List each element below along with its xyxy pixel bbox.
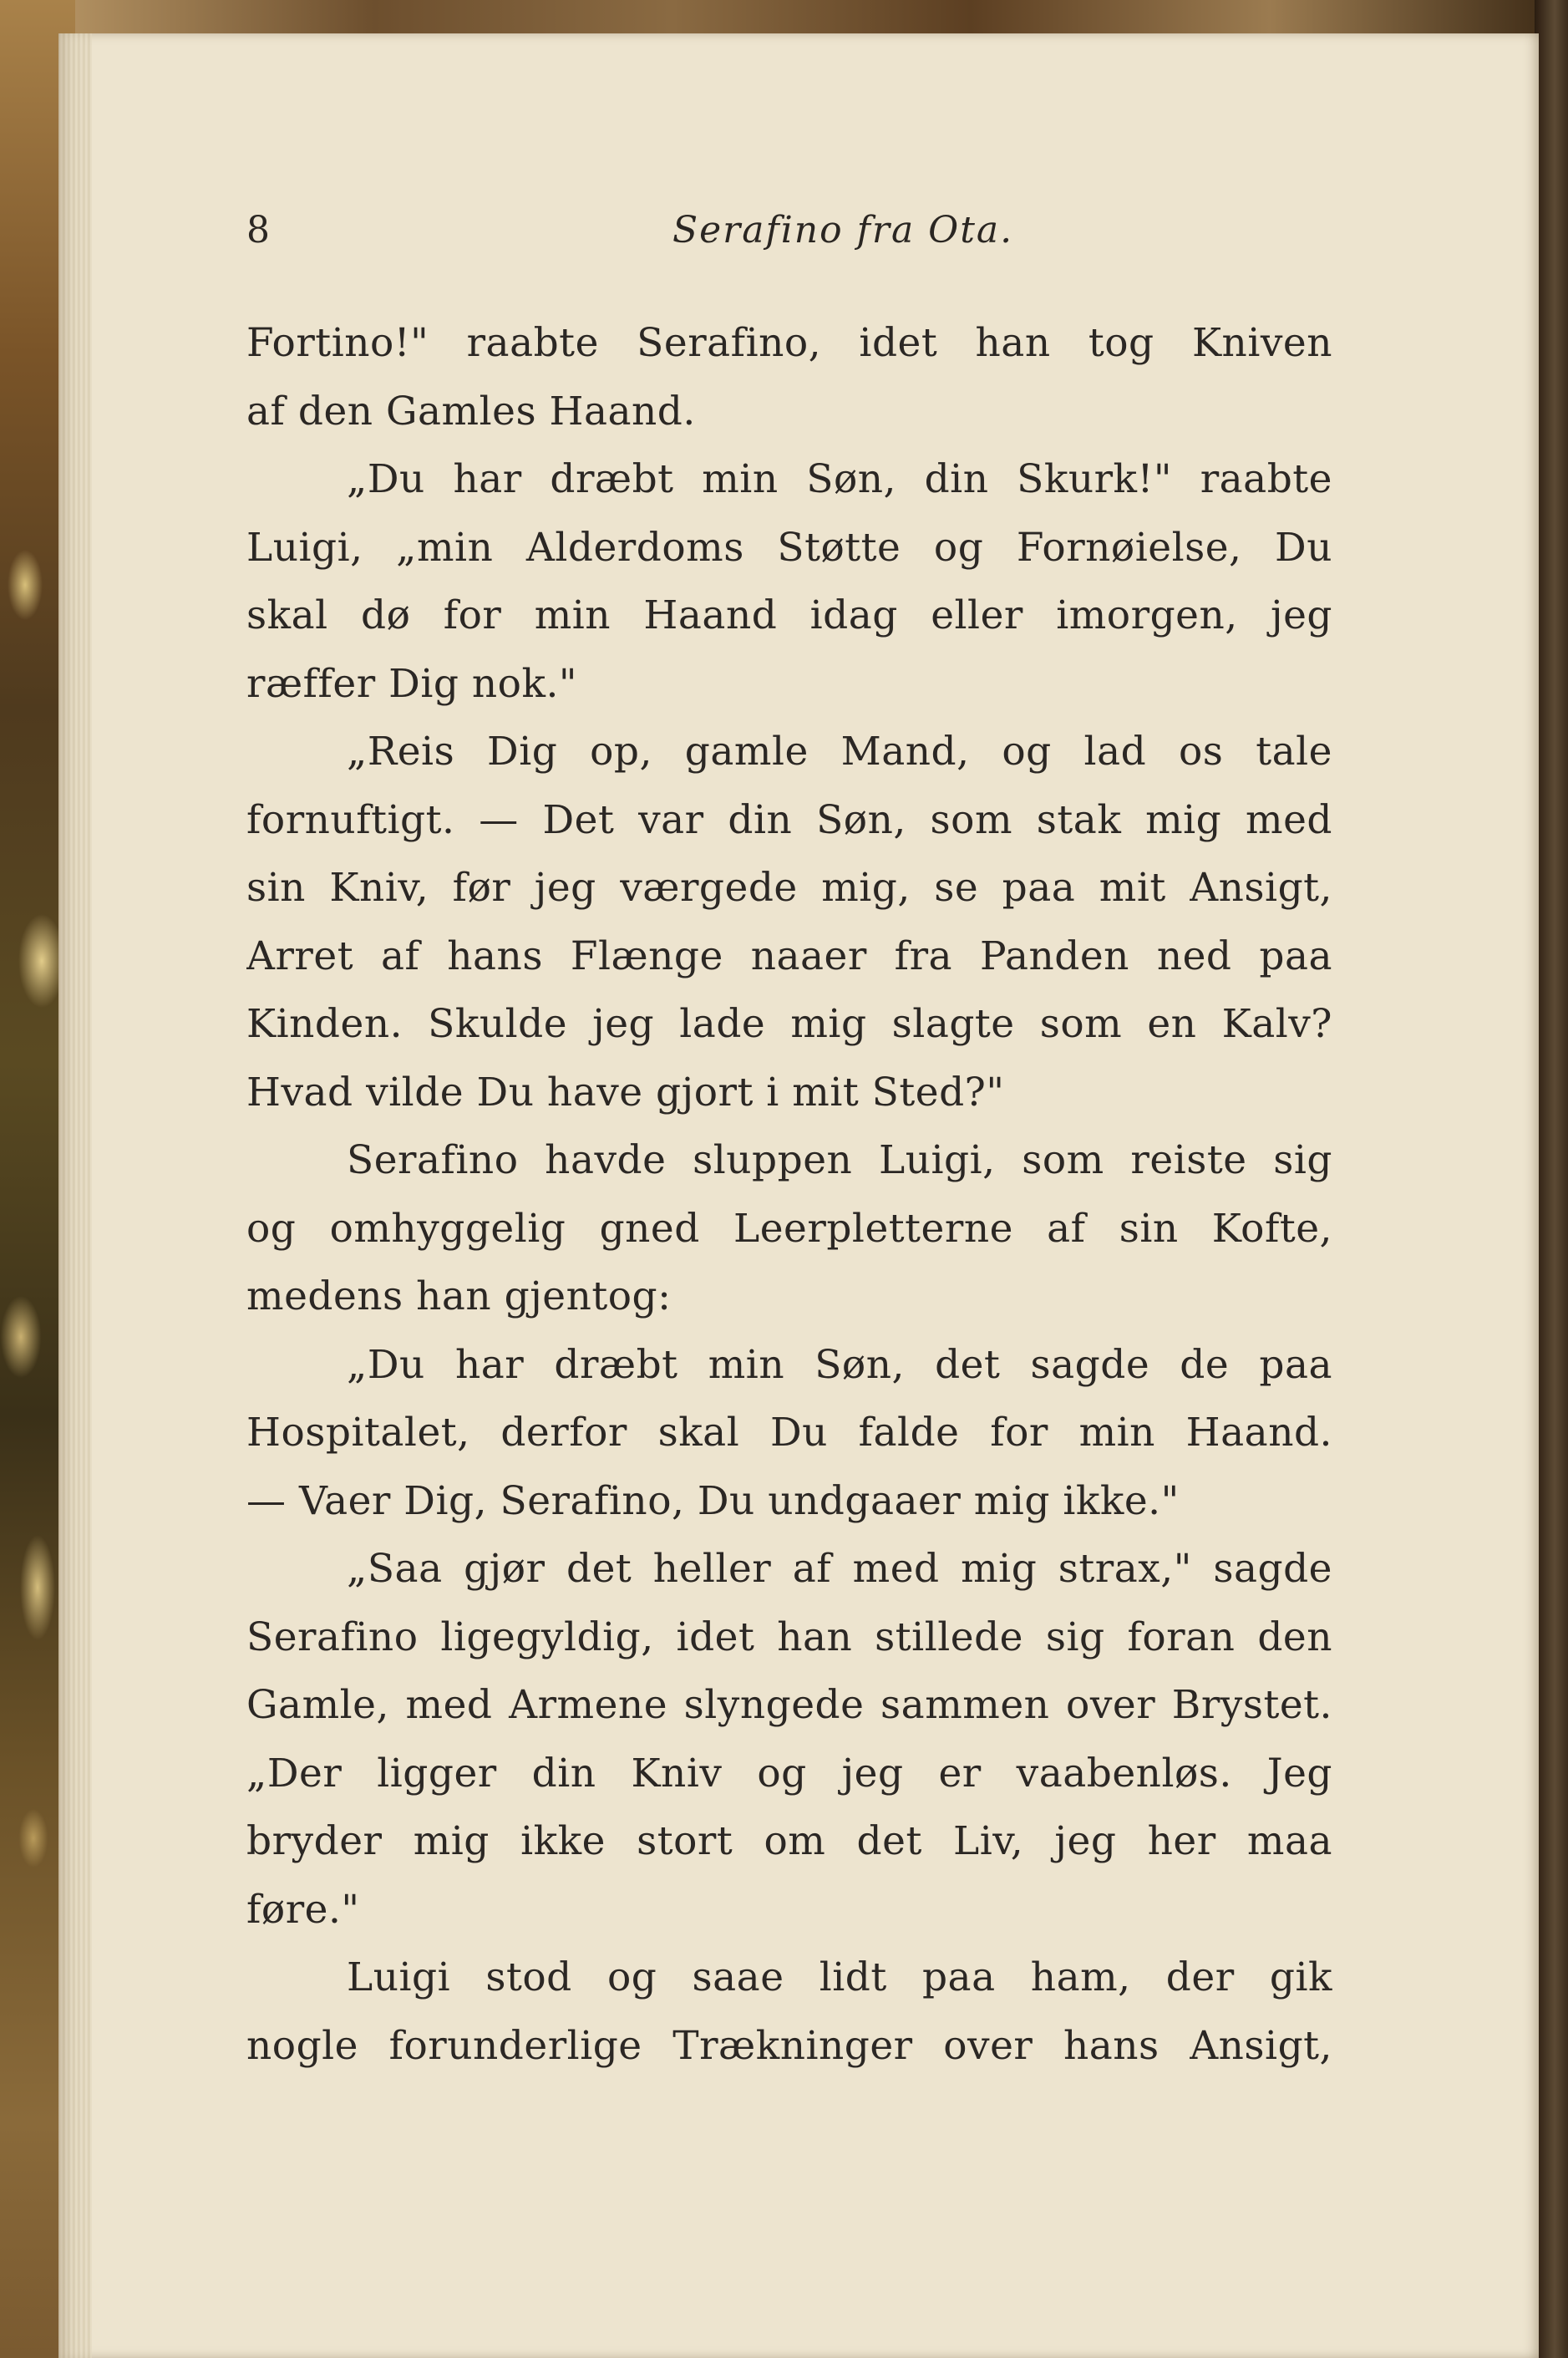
page-header <box>246 209 1332 259</box>
text-line: fornuftigt. — Det var din Søn, som stak mig med <box>246 796 1332 843</box>
text-line: „Du har dræbt min Søn, det sagde de paa <box>347 1341 1332 1388</box>
text-line: ræffer Dig nok." <box>246 660 578 707</box>
text-line: Kinden. Skulde jeg lade mig slagte som en Kalv? <box>246 1001 1332 1047</box>
body-text <box>246 309 1332 2080</box>
text-line: skal dø for min Haand idag eller imorgen, jeg <box>246 592 1332 638</box>
text-line: og omhyggelig gned Leerpletterne af sin Kofte, <box>246 1205 1332 1252</box>
text-line: Luigi stod og saae lidt paa ham, der gik <box>347 1954 1332 2000</box>
text-line: „Reis Dig op, gamle Mand, og lad os tale <box>347 729 1332 775</box>
page-gutter <box>58 33 92 2358</box>
text-line: Hvad vilde Du have gjort i mit Sted?" <box>246 1069 1005 1115</box>
text-line: bryder mig ikke stort om det Liv, jeg her maa <box>246 1818 1332 1864</box>
running-title: Serafino fra Ota. <box>672 209 1014 252</box>
page-number: 8 <box>246 209 270 252</box>
text-line: nogle forunderlige Trækninger over hans Ansigt, <box>246 2022 1332 2069</box>
text-line: „Du har dræbt min Søn, din Skurk!" raabte <box>347 456 1332 502</box>
text-line: Fortino!" raabte Serafino, idet han tog Kniven <box>246 320 1332 366</box>
text-line: Luigi, „min Alderdoms Støtte og Fornøielse, Du <box>246 524 1332 571</box>
text-line: føre." <box>246 1886 360 1933</box>
text-line: medens han gjentog: <box>246 1273 672 1319</box>
text-line: Gamle, med Armene slyngede sammen over Brystet. <box>246 1682 1332 1728</box>
text-line: „Der ligger din Kniv og jeg er vaabenløs. Jeg <box>246 1750 1332 1796</box>
text-line: „Saa gjør det heller af med mig strax," sagde <box>347 1546 1332 1592</box>
cover-right-edge <box>1535 0 1568 2358</box>
text-line: Hospitalet, derfor skal Du falde for min Haand. <box>246 1410 1332 1456</box>
text-line: — Vaer Dig, Serafino, Du undgaaer mig ikke." <box>246 1477 1180 1524</box>
text-line: Serafino havde sluppen Luigi, som reiste sig <box>347 1137 1332 1183</box>
text-line: Serafino ligegyldig, idet han stillede sig foran den <box>246 1614 1332 1660</box>
text-line: sin Kniv, før jeg værgede mig, se paa mit Ansigt, <box>246 865 1332 911</box>
text-line: af den Gamles Haand. <box>246 388 696 435</box>
text-line: Arret af hans Flænge naaer fra Panden ned paa <box>246 933 1332 979</box>
